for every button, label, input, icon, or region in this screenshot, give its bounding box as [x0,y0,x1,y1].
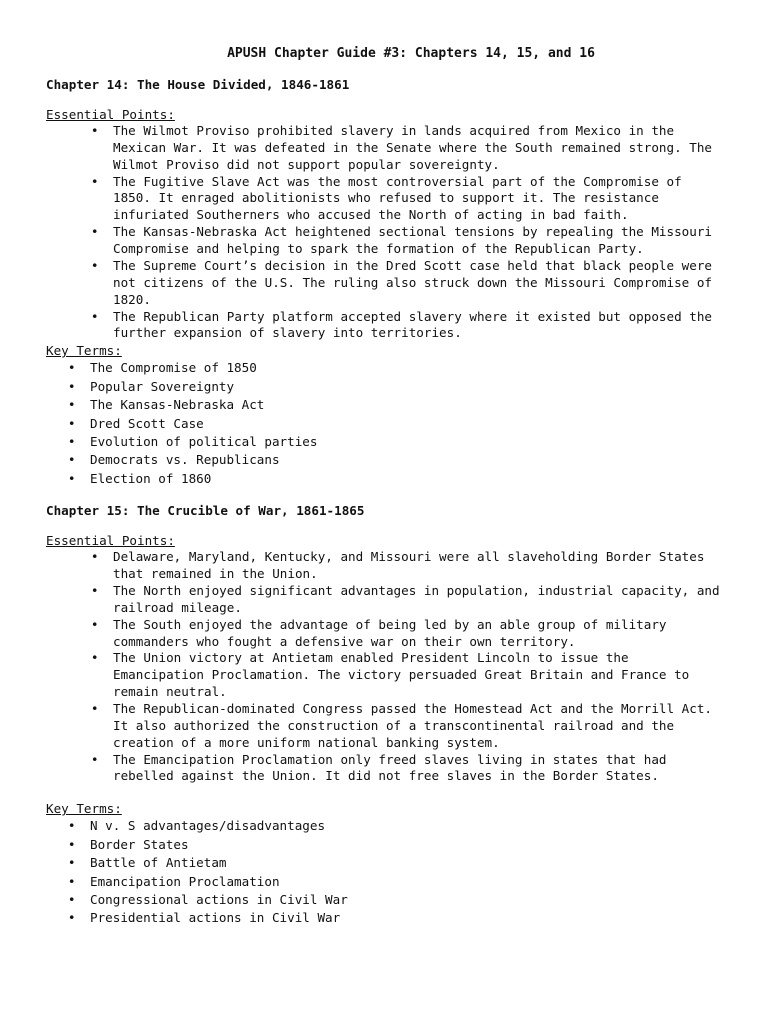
chapter-14-key-terms-list [46,359,736,488]
chapter-14-essential-points-label: Essential Points: [46,107,175,122]
key-term: • Battle of Antietam [90,854,736,872]
essential-point: • Delaware, Maryland, Kentucky, and Missouri were all slaveholding Border States that remained in the Union. [113,549,736,583]
chapter-15-key-terms-label: Key Terms: [46,801,122,817]
document-page [46,44,736,928]
key-term: • The Kansas-Nebraska Act [90,396,736,414]
essential-point: • The Wilmot Proviso prohibited slavery in lands acquired from Mexico in the Mexican War. It was defeated in the Senate where the South remained strong. The Wilmot Proviso did not support popular sovereignty. [113,123,736,173]
essential-point: • The Republican-dominated Congress passed the Homestead Act and the Morrill Act. It also authorized the construction of a transcontinental railroad and the creation of a more uniform national banking system. [113,701,736,751]
essential-point: • The Emancipation Proclamation only freed slaves living in states that had rebelled against the Union. It did not free slaves in the Border States. [113,752,736,786]
key-term: • Democrats vs. Republicans [90,451,736,469]
key-term: • Evolution of political parties [90,433,736,451]
key-term: • Presidential actions in Civil War [90,909,736,927]
key-term: • Border States [90,836,736,854]
essential-point: • The Republican Party platform accepted slavery where it existed but opposed the further expansion of slavery into territories. [113,309,736,343]
chapter-15-key-terms-list [46,817,736,927]
key-term: • Dred Scott Case [90,415,736,433]
chapter-15-heading: Chapter 15: The Crucible of War, 1861-1865 [46,503,365,519]
essential-point: • The Kansas-Nebraska Act heightened sectional tensions by repealing the Missouri Compromise and helping to spark the formation of the Republican Party. [113,224,736,258]
key-term: • N v. S advantages/disadvantages [90,817,736,835]
chapter-15-essential-points-label: Essential Points: [46,533,175,549]
essential-point: • The Fugitive Slave Act was the most controversial part of the Compromise of 1850. It enraged abolitionists who refused to support it. The resistance infuriated Southerners who accused the North of acting in bad faith. [113,174,736,224]
essential-point: • The North enjoyed significant advantages in population, industrial capacity, and railroad mileage. [113,583,736,617]
chapter-14-essential-points-list [46,123,736,342]
essential-point: • The Union victory at Antietam enabled President Lincoln to issue the Emancipation Proclamation. The victory persuaded Great Britain and France to remain neutral. [113,650,736,700]
document-title: APUSH Chapter Guide #3: Chapters 14, 15, and 16 [227,46,595,61]
essential-point: • The Supreme Court’s decision in the Dred Scott case held that black people were not citizens of the U.S. The ruling also struck down the Missouri Compromise of 1820. [113,258,736,308]
essential-point: • The South enjoyed the advantage of being led by an able group of military commanders who fought a defensive war on their own territory. [113,617,736,651]
chapter-14-heading: Chapter 14: The House Divided, 1846-1861 [46,77,350,92]
key-term: • The Compromise of 1850 [90,359,736,377]
key-term: • Popular Sovereignty [90,378,736,396]
key-term: • Election of 1860 [90,470,736,488]
chapter-14-key-terms-label: Key Terms: [46,343,122,359]
key-term: • Congressional actions in Civil War [90,891,736,909]
chapter-15-essential-points-list [46,549,736,785]
key-term: • Emancipation Proclamation [90,873,736,891]
